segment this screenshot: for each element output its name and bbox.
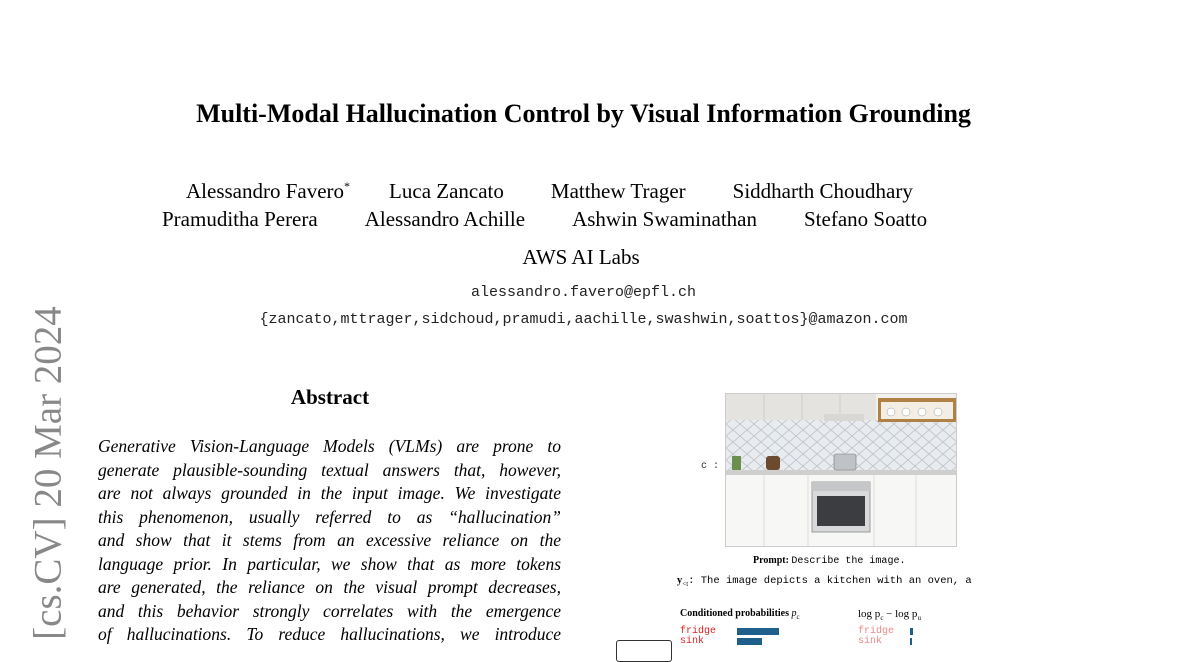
abstract-line: of hallucinations. To reduce hallucinations, we introduce <box>98 624 561 644</box>
kitchen-illustration <box>726 394 956 546</box>
y-subscript: <t <box>682 580 689 589</box>
abstract-line: and show that it stems from an excessive reliance on the <box>98 530 561 550</box>
author-name: Stefano Soatto <box>804 207 928 231</box>
token-bars <box>680 627 980 657</box>
cond-prob-subscript: c <box>796 613 800 621</box>
email-primary: alessandro.favero@epfl.ch <box>470 284 697 301</box>
author-name: Siddharth Choudhary <box>732 179 913 203</box>
prompt-line <box>753 555 905 567</box>
prompt-label: Prompt: <box>753 555 789 566</box>
token-label-sink: sink <box>680 636 705 647</box>
email-group: {zancato,mttrager,sidchoud,pramudi,aachille,swashwin,soattos}@amazon.com <box>259 311 908 328</box>
arxiv-sidebar <box>8 300 88 645</box>
paper-title: Multi-Modal Hallucination Control by Visual Information Grounding <box>196 99 971 128</box>
author-name: Pramuditha Perera <box>162 207 318 231</box>
abstract-line: are generated, the reliance on the visual prompt decreases, <box>98 577 561 597</box>
author-name: Alessandro Favero* <box>186 179 351 203</box>
log-diff-sub-u: u <box>917 614 921 623</box>
token-label-right-fridge: fridge <box>858 626 895 637</box>
log-diff-label: log p <box>858 608 881 620</box>
abstract-line: this phenomenon, usually referred to as “hallucination” <box>98 506 561 527</box>
figure-image-label: c : <box>701 461 720 472</box>
abstract-heading: Abstract <box>290 385 370 409</box>
figure-box <box>616 640 672 662</box>
log-diff-bar-fridge <box>910 628 913 635</box>
abstract-body <box>98 435 561 647</box>
token-label-right-sink: sink <box>858 636 883 647</box>
cond-prob-bar-sink <box>737 638 762 645</box>
log-diff-bar-sink <box>910 638 912 645</box>
cond-prob-symbol: p <box>791 608 797 619</box>
cond-prob-label: Conditioned probabilities <box>680 608 790 619</box>
arxiv-stamp: [cs.CV] 20 Mar 2024 <box>26 305 70 640</box>
abstract-line: language prior. In particular, we show that as more tokens <box>98 553 561 574</box>
log-diff-heading <box>858 608 921 622</box>
author-row-2 <box>162 207 927 232</box>
author-row-1 <box>186 179 913 204</box>
token-label-fridge: fridge <box>680 626 717 637</box>
author-footnote-mark: * <box>344 179 351 193</box>
abstract-line: Generative Vision-Language Models (VLMs) are prone to <box>98 436 561 456</box>
author-name: Alessandro Achille <box>364 207 526 231</box>
abstract-line: generate plausible-sounding textual answers that, however, <box>98 459 561 480</box>
log-diff-sub-c: c <box>880 614 884 623</box>
affiliation: AWS AI Labs <box>522 245 640 269</box>
log-diff-minus: − log p <box>883 608 918 620</box>
author-name: Luca Zancato <box>389 179 504 203</box>
abstract-line: and this behavior strongly correlates with the emergence <box>98 600 561 621</box>
generated-text: : The image depicts a kitchen with an oven, a <box>688 575 972 587</box>
prompt-text: Describe the image. <box>791 556 906 567</box>
generated-text-line <box>677 575 972 588</box>
author-name: Matthew Trager <box>550 179 686 203</box>
abstract-line: are not always grounded in the input image. We investigate <box>98 483 561 503</box>
cond-prob-heading <box>680 608 800 621</box>
cond-prob-bar-fridge <box>737 628 779 635</box>
author-name: Ashwin Swaminathan <box>572 207 757 231</box>
kitchen-photo <box>725 393 957 547</box>
y-label: y <box>677 575 683 586</box>
